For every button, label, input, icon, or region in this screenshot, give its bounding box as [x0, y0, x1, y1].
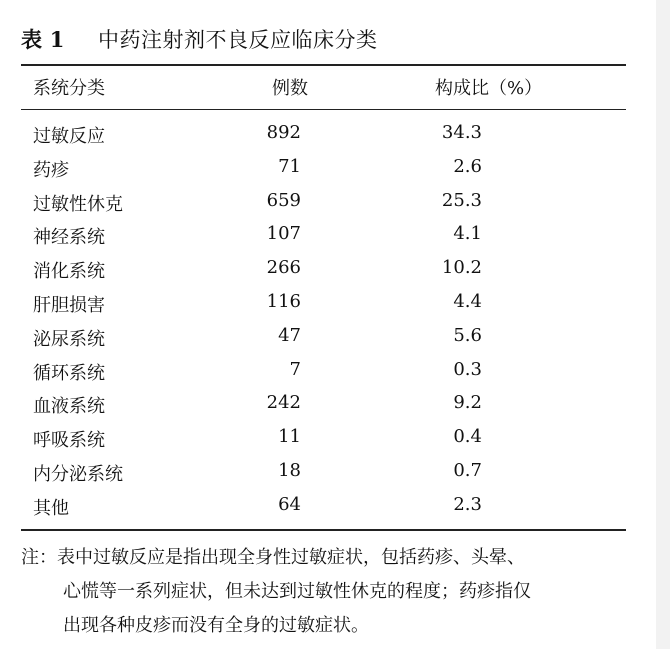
- header-percent: 构成比（%）: [435, 78, 543, 99]
- table-row: [0, 188, 656, 222]
- note-line: 出现各种皮疹而没有全身的过敏症状。: [63, 615, 369, 636]
- row-count: 266: [266, 257, 301, 279]
- page-edge: [656, 0, 670, 649]
- table-row: [0, 424, 656, 458]
- row-count: 107: [266, 223, 301, 245]
- row-category: 内分泌系统: [33, 463, 123, 485]
- table-row: [0, 390, 656, 424]
- table-body: [0, 120, 656, 526]
- table-row: [0, 120, 656, 154]
- header-category: 系统分类: [33, 78, 105, 99]
- row-percent: 0.7: [453, 459, 482, 481]
- row-category: 药疹: [33, 159, 69, 181]
- row-category: 循环系统: [33, 362, 105, 384]
- table-number: 1: [49, 27, 65, 52]
- row-percent: 25.3: [441, 189, 482, 211]
- row-category: 过敏性休克: [33, 193, 123, 215]
- table-title: [21, 24, 378, 54]
- row-percent: 5.6: [453, 324, 482, 346]
- row-category: 肝胆损害: [33, 294, 105, 316]
- row-category: 血液系统: [33, 396, 105, 418]
- note-line: 注：表中过敏反应是指出现全身性过敏症状，包括药疹、头晕、: [21, 547, 525, 568]
- row-percent: 34.3: [441, 122, 482, 143]
- header-count: 例数: [272, 78, 308, 99]
- row-category: 泌尿系统: [33, 328, 105, 350]
- row-percent: 4.4: [453, 290, 482, 312]
- row-category: 呼吸系统: [33, 430, 105, 452]
- table-caption: 中药注射剂不良反应临床分类: [98, 28, 378, 52]
- row-category: 消化系统: [33, 261, 105, 283]
- row-percent: 2.3: [453, 493, 482, 515]
- row-percent: 4.1: [453, 223, 482, 245]
- row-percent: 10.2: [441, 257, 482, 279]
- row-percent: 0.3: [453, 358, 482, 380]
- row-count: 7: [289, 358, 301, 380]
- row-count: 116: [266, 290, 301, 312]
- row-percent: 0.4: [453, 426, 482, 448]
- row-count: 71: [278, 155, 301, 177]
- row-category: 神经系统: [33, 227, 105, 249]
- header-rule: [21, 109, 626, 110]
- row-count: 11: [278, 426, 301, 448]
- table-row: [0, 255, 656, 289]
- row-count: 47: [278, 324, 301, 346]
- row-category: 过敏反应: [33, 126, 105, 147]
- row-percent: 2.6: [453, 155, 482, 177]
- table-row: [0, 221, 656, 255]
- row-count: 18: [278, 459, 301, 481]
- table-row: [0, 289, 656, 323]
- table-row: [0, 323, 656, 357]
- row-count: 892: [266, 122, 301, 143]
- table-row: [0, 357, 656, 391]
- table-row: [0, 458, 656, 492]
- row-count: 659: [266, 189, 301, 211]
- row-count: 64: [278, 493, 301, 515]
- row-category: 其他: [33, 497, 69, 519]
- table-row: [0, 492, 656, 526]
- bottom-rule: [21, 529, 626, 531]
- top-rule: [21, 64, 626, 66]
- row-percent: 9.2: [453, 392, 482, 414]
- note-line: 心慌等一系列症状，但未达到过敏性休克的程度；药疹指仅: [63, 581, 531, 602]
- table-row: [0, 154, 656, 188]
- table-label: 表: [21, 27, 43, 52]
- table-note: [21, 541, 641, 643]
- row-count: 242: [266, 392, 301, 414]
